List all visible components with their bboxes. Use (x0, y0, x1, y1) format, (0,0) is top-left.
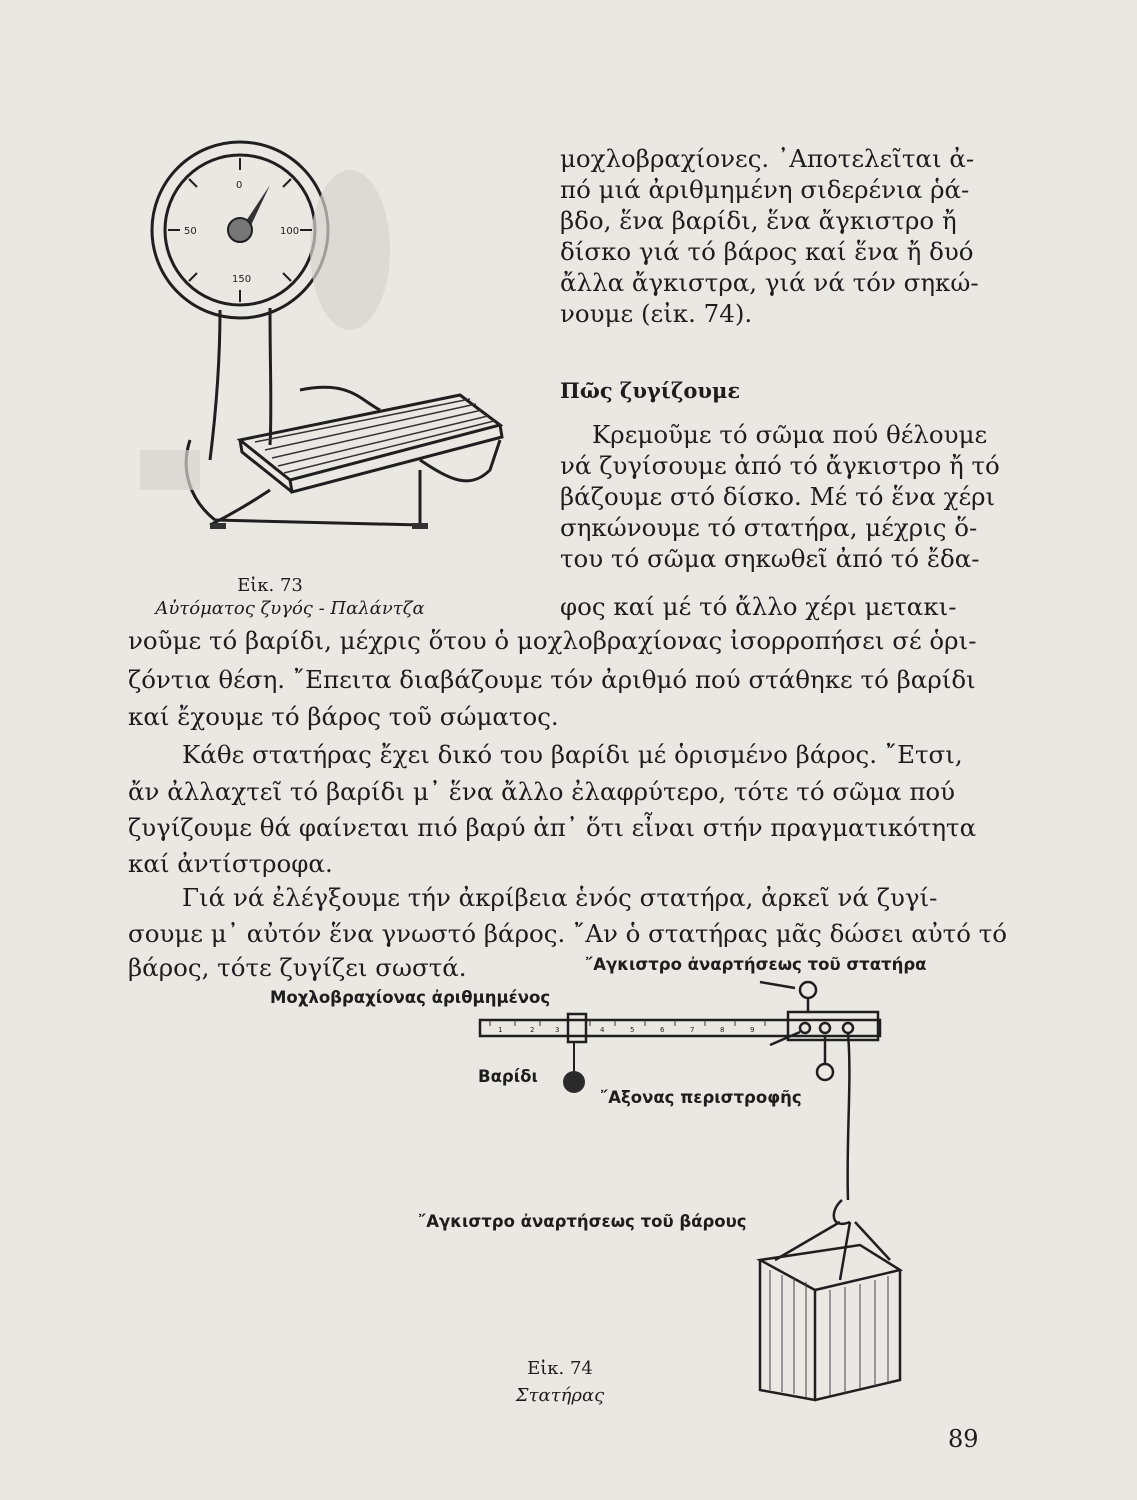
figure-74-number: Εἰκ. 74 (527, 1358, 593, 1379)
right-column-line: φος καί μέ τό ἄλλο χέρι μετακι- (560, 592, 957, 621)
body-line: ἄν ἀλλαχτεῖ τό βαρίδι μ᾿ ἕνα ἄλλο ἐλαφρύτερο, τότε τό σῶμα πού (128, 777, 956, 806)
body-line: σουμε μ᾿ αὐτόν ἕνα γνωστό βάρος. ῎Αν ὁ στατήρας μᾶς δώσει αὐτό τό (128, 919, 1008, 948)
dial-number-right: 100 (280, 226, 300, 237)
body-line: καί ἀντίστροφα. (128, 849, 333, 878)
label-weight: Βαρίδι (478, 1067, 538, 1086)
scale-mark: 2 (530, 1026, 535, 1034)
label-hook-steelyard: ῎Αγκιστρο ἀναρτήσεως τοῦ στατήρα (585, 955, 927, 974)
dial-number-left: 50 (184, 226, 197, 237)
right-column-line: ἄλλα ἄγκιστρα, γιά νά τόν σηκώ- (560, 268, 979, 297)
right-column-line: Κρεμοῦμε τό σῶμα πού θέλουμε (592, 420, 988, 449)
figure-74-title: Στατήρας (515, 1385, 605, 1406)
figure-73-title: Αὐτόματος ζυγός - Παλάντζα (155, 598, 425, 619)
body-line: ζόντια θέση. ῎Επειτα διαβάζουμε τόν ἀριθμό πού στάθηκε τό βαρίδι (128, 665, 976, 694)
figure-74-steelyard (470, 960, 920, 1410)
right-column-line: του τό σῶμα σηκωθεῖ ἀπό τό ἔδα- (560, 544, 980, 573)
body-line: βάρος, τότε ζυγίζει σωστά. (128, 953, 467, 982)
label-pivot: ῎Αξονας περιστροφῆς (600, 1088, 802, 1107)
figure-73-number: Εἰκ. 73 (237, 575, 303, 596)
body-line: Κάθε στατήρας ἔχει δικό του βαρίδι μέ ὁρισμένο βάρος. ῎Ετσι, (182, 740, 963, 769)
right-column-line: δίσκο γιά τό βάρος καί ἕνα ἤ δυό (560, 237, 974, 266)
body-line: ζυγίζουμε θά φαίνεται πιό βαρύ ἀπ᾿ ὅτι εἶναι στήν πραγματικότητα (128, 813, 977, 842)
scale-mark: 1 (498, 1026, 503, 1034)
scale-mark: 4 (600, 1026, 605, 1034)
scale-mark: 9 (750, 1026, 755, 1034)
right-column-line: νουμε (εἰκ. 74). (560, 299, 753, 328)
body-line: Γιά νά ἐλέγξουμε τήν ἀκρίβεια ἑνός στατήρα, ἀρκεῖ νά ζυγί- (182, 883, 938, 912)
right-column-line: μοχλοβραχίονες. ᾿Αποτελεῖται ἀ- (560, 144, 975, 173)
scale-mark: 3 (555, 1026, 560, 1034)
page-number: 89 (948, 1425, 979, 1453)
section-heading: Πῶς ζυγίζουμε (560, 378, 741, 403)
scale-mark: 6 (660, 1026, 665, 1034)
right-column-line: βδο, ἕνα βαρίδι, ἕνα ἄγκιστρο ἤ (560, 206, 957, 235)
right-column-line: σηκώνουμε τό στατήρα, μέχρις ὅ- (560, 513, 978, 542)
right-column-line: πό μιά ἀριθμημένη σιδερένια ῥά- (560, 175, 970, 204)
figure-73-dial-scale (120, 140, 540, 540)
dial-number-top: 0 (236, 180, 243, 191)
body-line: νοῦμε τό βαρίδι, μέχρις ὅτου ὁ μοχλοβραχίονας ἰσορροπήσει σέ ὁρι- (128, 626, 977, 655)
label-hook-load: ῎Αγκιστρο ἀναρτήσεως τοῦ βάρους (418, 1212, 747, 1231)
label-arm-numbered: Μοχλοβραχίονας ἀριθμημένος (270, 988, 551, 1007)
scale-mark: 7 (690, 1026, 695, 1034)
scale-mark: 5 (630, 1026, 635, 1034)
right-column-line: νά ζυγίσουμε ἀπό τό ἄγκιστρο ἤ τό (560, 451, 1000, 480)
right-column-line: βάζουμε στό δίσκο. Μέ τό ἕνα χέρι (560, 482, 996, 511)
scale-mark: 8 (720, 1026, 725, 1034)
body-line: καί ἔχουμε τό βάρος τοῦ σώματος. (128, 702, 559, 731)
dial-number-bottom: 150 (232, 274, 252, 285)
